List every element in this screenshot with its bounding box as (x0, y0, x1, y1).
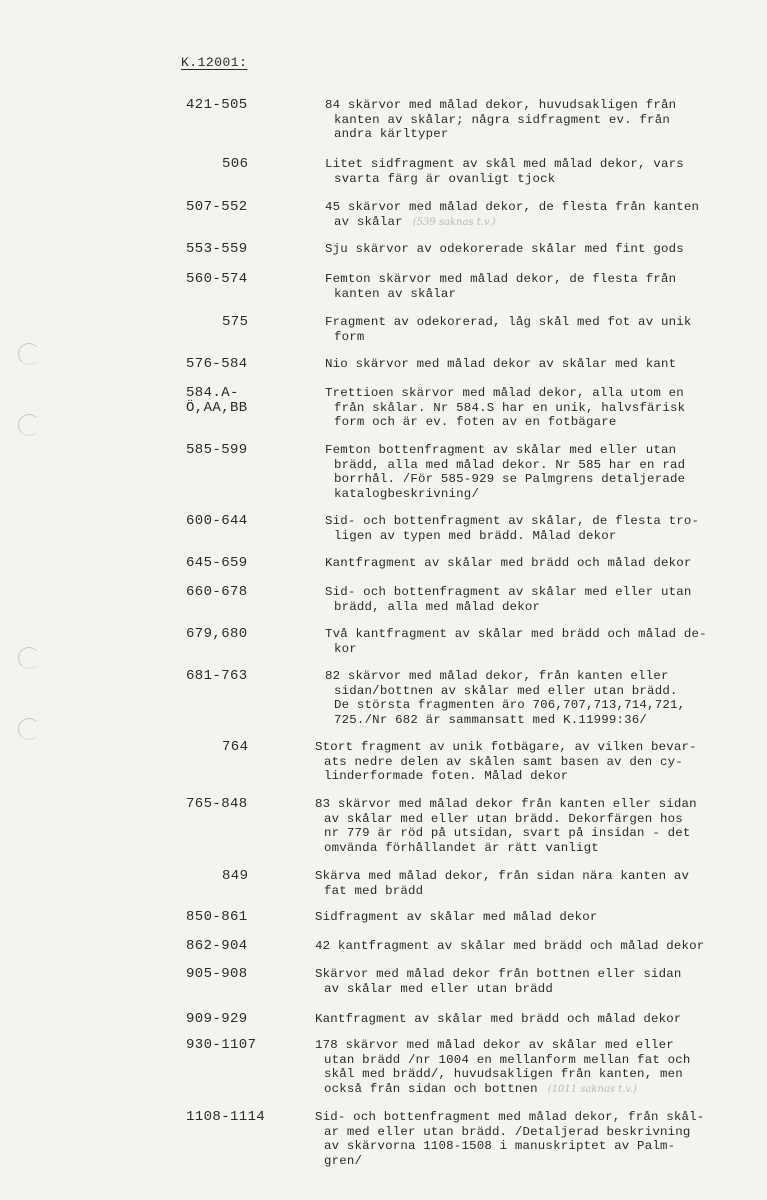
entry-number: 507-552 (186, 199, 248, 215)
punch-hole (18, 718, 40, 740)
description-text: kanten av skålar (334, 286, 457, 301)
description-line (325, 287, 745, 302)
description-text: Sid- och bottenfragment med målad dekor, från skål- (315, 1110, 705, 1124)
description-text: 178 skärvor med målad dekor av skålar med eller (315, 1038, 674, 1052)
entry-description (315, 910, 735, 925)
entry-description (325, 315, 745, 344)
description-text: Litet sidfragment av skål med målad dekor, vars (325, 157, 684, 171)
description-text: gren/ (324, 1153, 363, 1168)
entry-description (325, 357, 745, 372)
handwritten-note: (539 saknas t.v.) (412, 216, 496, 228)
description-line (315, 812, 735, 827)
entry-number: 553-559 (186, 241, 248, 257)
description-line (325, 487, 745, 502)
description-line (325, 386, 745, 401)
description-text: kanten av skålar; några sidfragment ev. från (334, 112, 670, 127)
description-line (315, 1038, 735, 1053)
description-text: omvända förhållandet är rätt vanligt (324, 840, 599, 855)
description-line (325, 443, 745, 458)
description-line (325, 127, 745, 142)
description-text: från skålar. Nr 584.S har en unik, halvsfärisk (334, 400, 686, 415)
description-text: form (334, 329, 365, 344)
description-line (325, 200, 745, 215)
description-text: 45 skärvor med målad dekor, de flesta från kanten (325, 200, 700, 214)
description-text: ats nedre delen av skålen samt basen av den cy- (324, 754, 683, 769)
description-line (315, 1154, 735, 1169)
description-text: av skålar med eller utan brädd (324, 981, 554, 996)
entry-number: 421-505 (186, 97, 248, 113)
entry-description (315, 797, 735, 855)
description-line (325, 401, 745, 416)
description-text: också från sidan och bottnen (324, 1081, 538, 1096)
description-line (315, 769, 735, 784)
description-text: av skålar (334, 214, 403, 229)
description-text: 725./Nr 682 är sammansatt med K.11999:36/ (334, 712, 648, 727)
description-line (315, 869, 735, 884)
entry-description (325, 669, 745, 727)
description-line (325, 669, 745, 684)
description-text: brädd, alla med målad dekor. Nr 585 har en rad (334, 457, 686, 472)
description-text: 42 kantfragment av skålar med brädd och målad dekor (315, 939, 705, 953)
description-line (325, 627, 745, 642)
entry-description (315, 1110, 735, 1168)
description-line (325, 215, 745, 231)
description-line (315, 884, 735, 899)
description-line (315, 1067, 735, 1082)
description-text: av skärvorna 1108-1508 i manuskriptet av Palm- (324, 1139, 676, 1153)
description-line (325, 684, 745, 699)
entry-number: 560-574 (186, 271, 248, 287)
entry-number: 765-848 (186, 796, 248, 812)
description-text: Fragment av odekorerad, låg skål med fot av unik (325, 315, 692, 329)
description-line (325, 415, 745, 430)
entry-description (325, 200, 745, 230)
entry-number: 600-644 (186, 513, 248, 529)
description-text: kor (334, 641, 357, 656)
description-text: form och är ev. foten av en fotbägare (334, 415, 617, 429)
entry-description (315, 1038, 735, 1097)
description-line (325, 357, 745, 372)
description-line (315, 910, 735, 925)
description-line (325, 315, 745, 330)
entry-description (325, 556, 745, 571)
description-text: Skärvor med målad dekor från bottnen eller sidan (315, 967, 682, 981)
entry-description (325, 514, 745, 543)
description-text: Stort fragment av unik fotbägare, av vilken bevar- (315, 740, 697, 754)
entry-number: 1108-1114 (186, 1109, 266, 1125)
entry-number: 645-659 (186, 555, 248, 571)
entry-description (315, 1012, 735, 1027)
description-line (325, 600, 745, 615)
description-line (315, 967, 735, 982)
entry-number: 764 (222, 739, 249, 755)
description-text: Nio skärvor med målad dekor av skålar med kant (325, 357, 677, 371)
description-text: utan brädd /nr 1004 en mellanform mellan fat och (324, 1052, 691, 1067)
punch-hole (18, 343, 40, 365)
description-text: svarta färg är ovanligt tjock (334, 171, 556, 186)
description-line (325, 556, 745, 571)
description-text: Två kantfragment av skålar med brädd och målad de- (325, 627, 707, 641)
description-text: sidan/bottnen av skålar med eller utan brädd. (334, 683, 678, 698)
entry-description (315, 967, 735, 996)
description-text: 82 skärvor med målad dekor, från kanten eller (325, 669, 669, 683)
description-text: Sid- och bottenfragment av skålar med eller utan (325, 585, 692, 599)
entry-description (325, 272, 745, 301)
entry-number: 576-584 (186, 356, 248, 372)
entry-number: 930-1107 (186, 1037, 257, 1053)
description-text: skål med brädd/, huvudsakligen från kanten, men (324, 1067, 683, 1081)
description-text: Sju skärvor av odekorerade skålar med fint gods (325, 242, 684, 256)
description-text: andra kärltyper (334, 127, 449, 141)
entry-number: 905-908 (186, 966, 248, 982)
description-text: Kantfragment av skålar med brädd och målad dekor (325, 556, 692, 570)
entry-number: 850-861 (186, 909, 248, 925)
description-line (315, 1053, 735, 1068)
description-line (325, 458, 745, 473)
description-text: ligen av typen med brädd. Målad dekor (334, 528, 617, 543)
entry-number: 849 (222, 868, 249, 884)
entry-description (325, 585, 745, 614)
description-text: linderformade foten. Målad dekor (324, 769, 569, 783)
catalog-heading: K.12001: (181, 55, 248, 70)
description-line (325, 157, 745, 172)
description-line (315, 1082, 735, 1098)
entry-number: 862-904 (186, 938, 248, 954)
description-line (325, 98, 745, 113)
punch-hole (18, 414, 40, 436)
description-text: katalogbeskrivning/ (334, 486, 480, 501)
handwritten-note: (1011 saknas t.v.) (547, 1083, 637, 1095)
entry-description (315, 869, 735, 898)
entry-number: 575 (222, 314, 249, 330)
description-text: nr 779 är röd på utsidan, svart på insidan - det (324, 826, 691, 840)
entry-description (325, 98, 745, 142)
description-line (315, 1110, 735, 1125)
description-line (315, 1139, 735, 1154)
description-line (315, 740, 735, 755)
entry-number: 679,680 (186, 626, 248, 642)
description-text: Sidfragment av skålar med målad dekor (315, 910, 598, 924)
description-text: Skärva med målad dekor, från sidan nära kanten av (315, 869, 690, 883)
description-text: fat med brädd (324, 883, 424, 898)
entry-description (325, 627, 745, 656)
description-line (315, 939, 735, 954)
description-line (325, 113, 745, 128)
entry-number: 660-678 (186, 584, 248, 600)
description-line (315, 797, 735, 812)
description-line (325, 242, 745, 257)
description-text: brädd, alla med målad dekor (334, 599, 541, 614)
entry-description (325, 157, 745, 186)
description-text: ar med eller utan brädd. /Detaljerad beskrivning (324, 1124, 691, 1139)
punch-hole (18, 647, 40, 669)
description-line (315, 982, 735, 997)
description-line (325, 272, 745, 287)
description-text: Kantfragment av skålar med brädd och målad dekor (315, 1012, 682, 1026)
description-line (315, 826, 735, 841)
entry-description (325, 242, 745, 257)
description-line (325, 330, 745, 345)
description-line (315, 755, 735, 770)
description-text: De största fragmenten äro 706,707,713,714,721, (334, 698, 686, 712)
description-line (325, 514, 745, 529)
description-text: borrhål. /För 585-929 se Palmgrens detaljerade (334, 472, 686, 486)
entry-description (315, 740, 735, 784)
description-line (325, 698, 745, 713)
description-line (325, 642, 745, 657)
entry-number: 909-929 (186, 1011, 248, 1027)
entry-description (325, 386, 745, 430)
description-line (325, 472, 745, 487)
description-line (325, 585, 745, 600)
description-line (325, 172, 745, 187)
entry-number: 506 (222, 156, 249, 172)
entry-number: 584.A-Ö,AA,BB (186, 385, 248, 416)
description-line (315, 841, 735, 856)
description-line (315, 1012, 735, 1027)
description-text: Femton bottenfragment av skålar med eller utan (325, 443, 677, 457)
entry-number: 585-599 (186, 442, 248, 458)
description-line (315, 1125, 735, 1140)
description-text: Sid- och bottenfragment av skålar, de flesta tro- (325, 514, 700, 528)
description-line (325, 529, 745, 544)
description-text: Trettioen skärvor med målad dekor, alla utom en (325, 386, 684, 400)
entry-description (315, 939, 735, 954)
entry-description (325, 443, 745, 501)
entry-number: 681-763 (186, 668, 248, 684)
description-text: 84 skärvor med målad dekor, huvudsakligen från (325, 98, 677, 112)
description-text: 83 skärvor med målad dekor från kanten eller sidan (315, 797, 697, 811)
description-text: av skålar med eller utan brädd. Dekorfärgen hos (324, 811, 683, 826)
description-text: Femton skärvor med målad dekor, de flesta från (325, 272, 677, 286)
description-line (325, 713, 745, 728)
